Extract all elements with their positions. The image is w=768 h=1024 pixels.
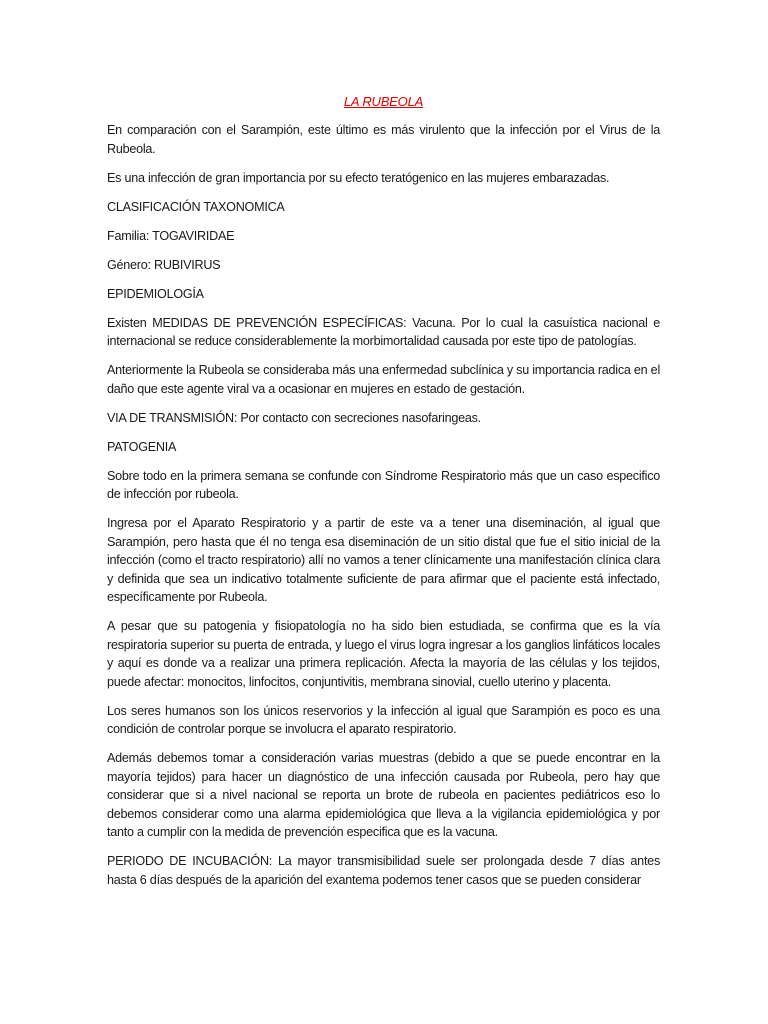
paragraph-ingresa: Ingresa por el Aparato Respiratorio y a partir de este va a tener una diseminación, al igual que Sarampión, pero hasta que él no tenga esa diseminación de un sitio distal que fue el sitio inicial de la infección (como el tracto respiratorio) allí no vamos a tener clínicamente una manifestación clínica clara y definida que sea un indicativo totalmente suficiente de para afirmar que el paciente está infectado, específicamente por Rubeola. xyxy=(107,516,660,604)
text-familia: Familia: TOGAVIRIDAE xyxy=(107,228,235,243)
paragraph-reservorios: Los seres humanos son los únicos reservorios y la infección al igual que Sarampión es poco es una condición de controlar porque se involucra el aparato respiratorio. xyxy=(107,703,660,736)
paragraph-medidas: Existen MEDIDAS DE PREVENCIÓN ESPECÍFICAS: Vacuna. Por lo cual la casuística nacional e internacional se reduce considerablemente la morbimortalidad causada por este tipo de patologías. xyxy=(107,315,660,348)
text-genero: Género: RUBIVIRUS xyxy=(107,257,221,272)
paragraph-fisiopatologia: A pesar que su patogenia y fisiopatología no ha sido bien estudiada, se confirma que es la vía respiratoria superior su puerta de entrada, y luego el virus logra ingresar a los ganglios linfáticos locales y aquí es donde va a realizar una primera replicación. Afecta la mayoría de las células y los tejidos, puede afectar: monocitos, linfocitos, conjuntivitis, membrana sinovial, cuello uterino y placenta. xyxy=(107,619,660,689)
paragraph-subclinica: Anteriormente la Rubeola se consideraba más una enfermedad subclínica y su importancia radica en el daño que este agente viral va a ocasionar en mujeres en estado de gestación. xyxy=(107,363,660,396)
paragraph-incubacion: PERIODO DE INCUBACIÓN: La mayor transmisibilidad suele ser prolongada desde 7 días antes hasta 6 días después de la aparición del exantema podemos tener casos que se pueden considerar xyxy=(107,854,660,887)
heading-patogenia: PATOGENIA xyxy=(107,439,177,454)
document-page xyxy=(107,94,660,900)
paragraph-muestras: Además debemos tomar a consideración varias muestras (debido a que se puede encontrar en la mayoría tejidos) para hacer un diagnóstico de una infección causada por Rubeola, pero hay que considerar que si a nivel nacional se reporta un brote de rubeola en pacientes pediátricos eso lo debemos considerar como una alarma epidemiológica que lleva a la vigilancia epidemiológica y por tanto a cumplir con la medida de prevención especifica que es la vacuna. xyxy=(107,751,660,839)
text-via-transmision: VIA DE TRANSMISIÓN: Por contacto con secreciones nasofaringeas. xyxy=(107,410,481,425)
paragraph-importance: Es una infección de gran importancia por su efecto teratógenico en las mujeres embarazadas. xyxy=(107,170,610,185)
document-title: LA RUBEOLA xyxy=(343,94,424,109)
heading-clasificacion: CLASIFICACIÓN TAXONOMICA xyxy=(107,199,285,214)
heading-epidemiologia: EPIDEMIOLOGÍA xyxy=(107,286,204,301)
paragraph-primera-semana: Sobre todo en la primera semana se confunde con Síndrome Respiratorio más que un caso especifico de infección por rubeola. xyxy=(107,468,660,501)
paragraph-intro: En comparación con el Sarampión, este último es más virulento que la infección por el Virus de la Rubeola. xyxy=(107,123,660,156)
